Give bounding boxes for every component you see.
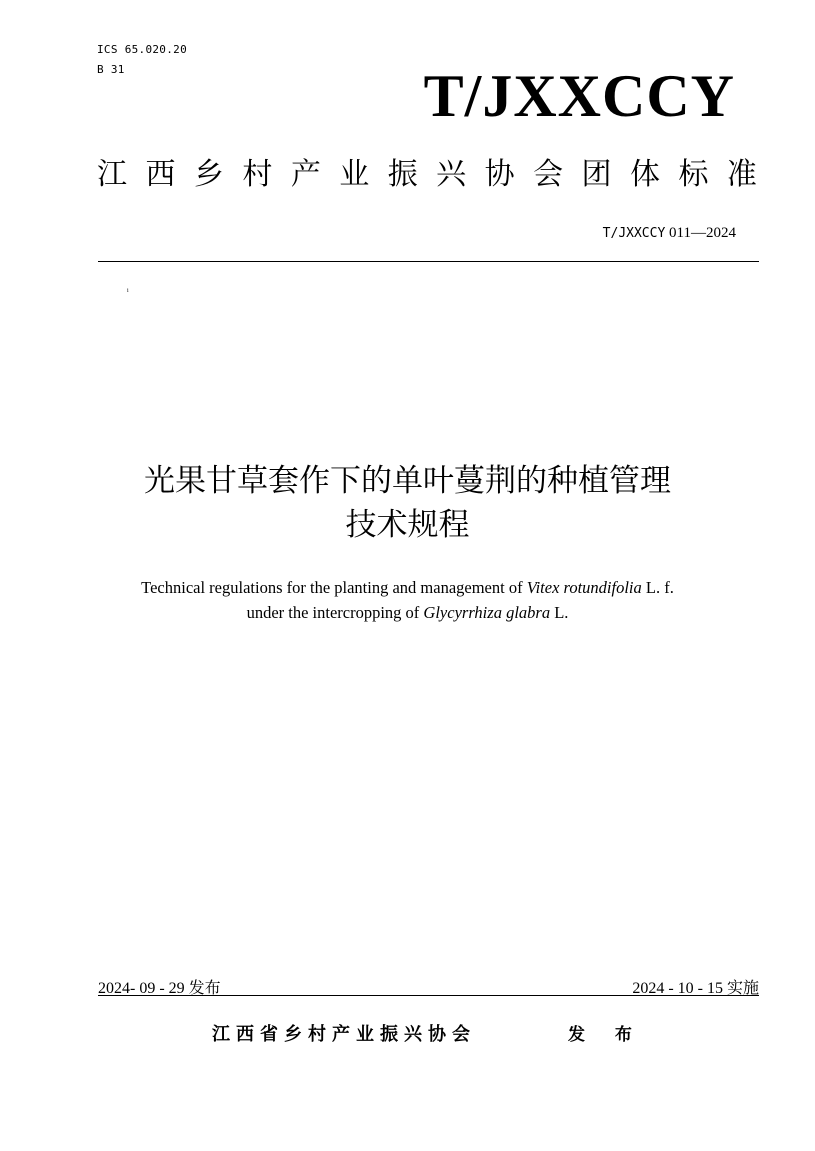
chinese-title [0,459,815,547]
publisher-name: 江西省乡村产业振兴协会 [212,1024,476,1045]
org-title-char: 协 [484,157,515,192]
org-title-char: 体 [629,157,660,192]
english-title-text: under the intercropping of [246,603,424,622]
org-title-char: 西 [145,157,176,192]
publish-word: 发 布 [568,1025,644,1045]
chinese-title-line-1: 光果甘草套作下的单叶蔓荆的种植管理 [144,463,671,499]
org-title-char: 乡 [193,157,224,192]
org-title-char: 团 [581,157,612,192]
implement-date-value: 2024 - 10 - 15 [632,980,723,997]
org-title-char: 产 [290,157,321,192]
org-title-char: 业 [339,157,370,192]
english-title-line-1 [0,575,815,600]
header-divider [98,261,759,262]
org-title-char: 准 [726,157,757,192]
english-title-text: L. [550,603,569,622]
english-title-text: L. f. [641,578,674,597]
small-mark: i [127,288,129,294]
org-title-char: 江 [97,157,127,192]
species-name-glycyrrhiza: Glycyrrhiza glabra [423,603,551,622]
species-name-vitex: Vitex rotundifolia [526,578,642,597]
org-title-char: 兴 [436,157,467,192]
org-title-char: 村 [242,157,273,192]
english-title-line-2 [0,600,815,625]
org-title-char: 振 [387,157,418,192]
english-title-text: Technical regulations for the planting and management of [141,578,527,597]
org-title-char: 会 [533,157,564,192]
org-title-char: 标 [678,157,709,192]
ccs-code: B 31 [97,63,125,76]
standard-code-heading: T/JXXCCY [423,63,735,129]
ics-code: ICS 65.020.20 [97,43,187,56]
publish-date-label: 发布 [188,978,221,997]
english-title [0,575,815,625]
chinese-title-line-2: 技术规程 [345,507,470,543]
standard-number-code: T/JXXCCY [602,226,666,241]
publish-date-value: 2024- 09 - 29 [98,980,185,997]
standard-number [603,225,736,242]
standard-number-rest: 011—2024 [669,225,736,241]
footer-divider [98,995,759,996]
organization-standard-title [97,157,757,192]
implement-date-label: 实施 [726,978,759,997]
